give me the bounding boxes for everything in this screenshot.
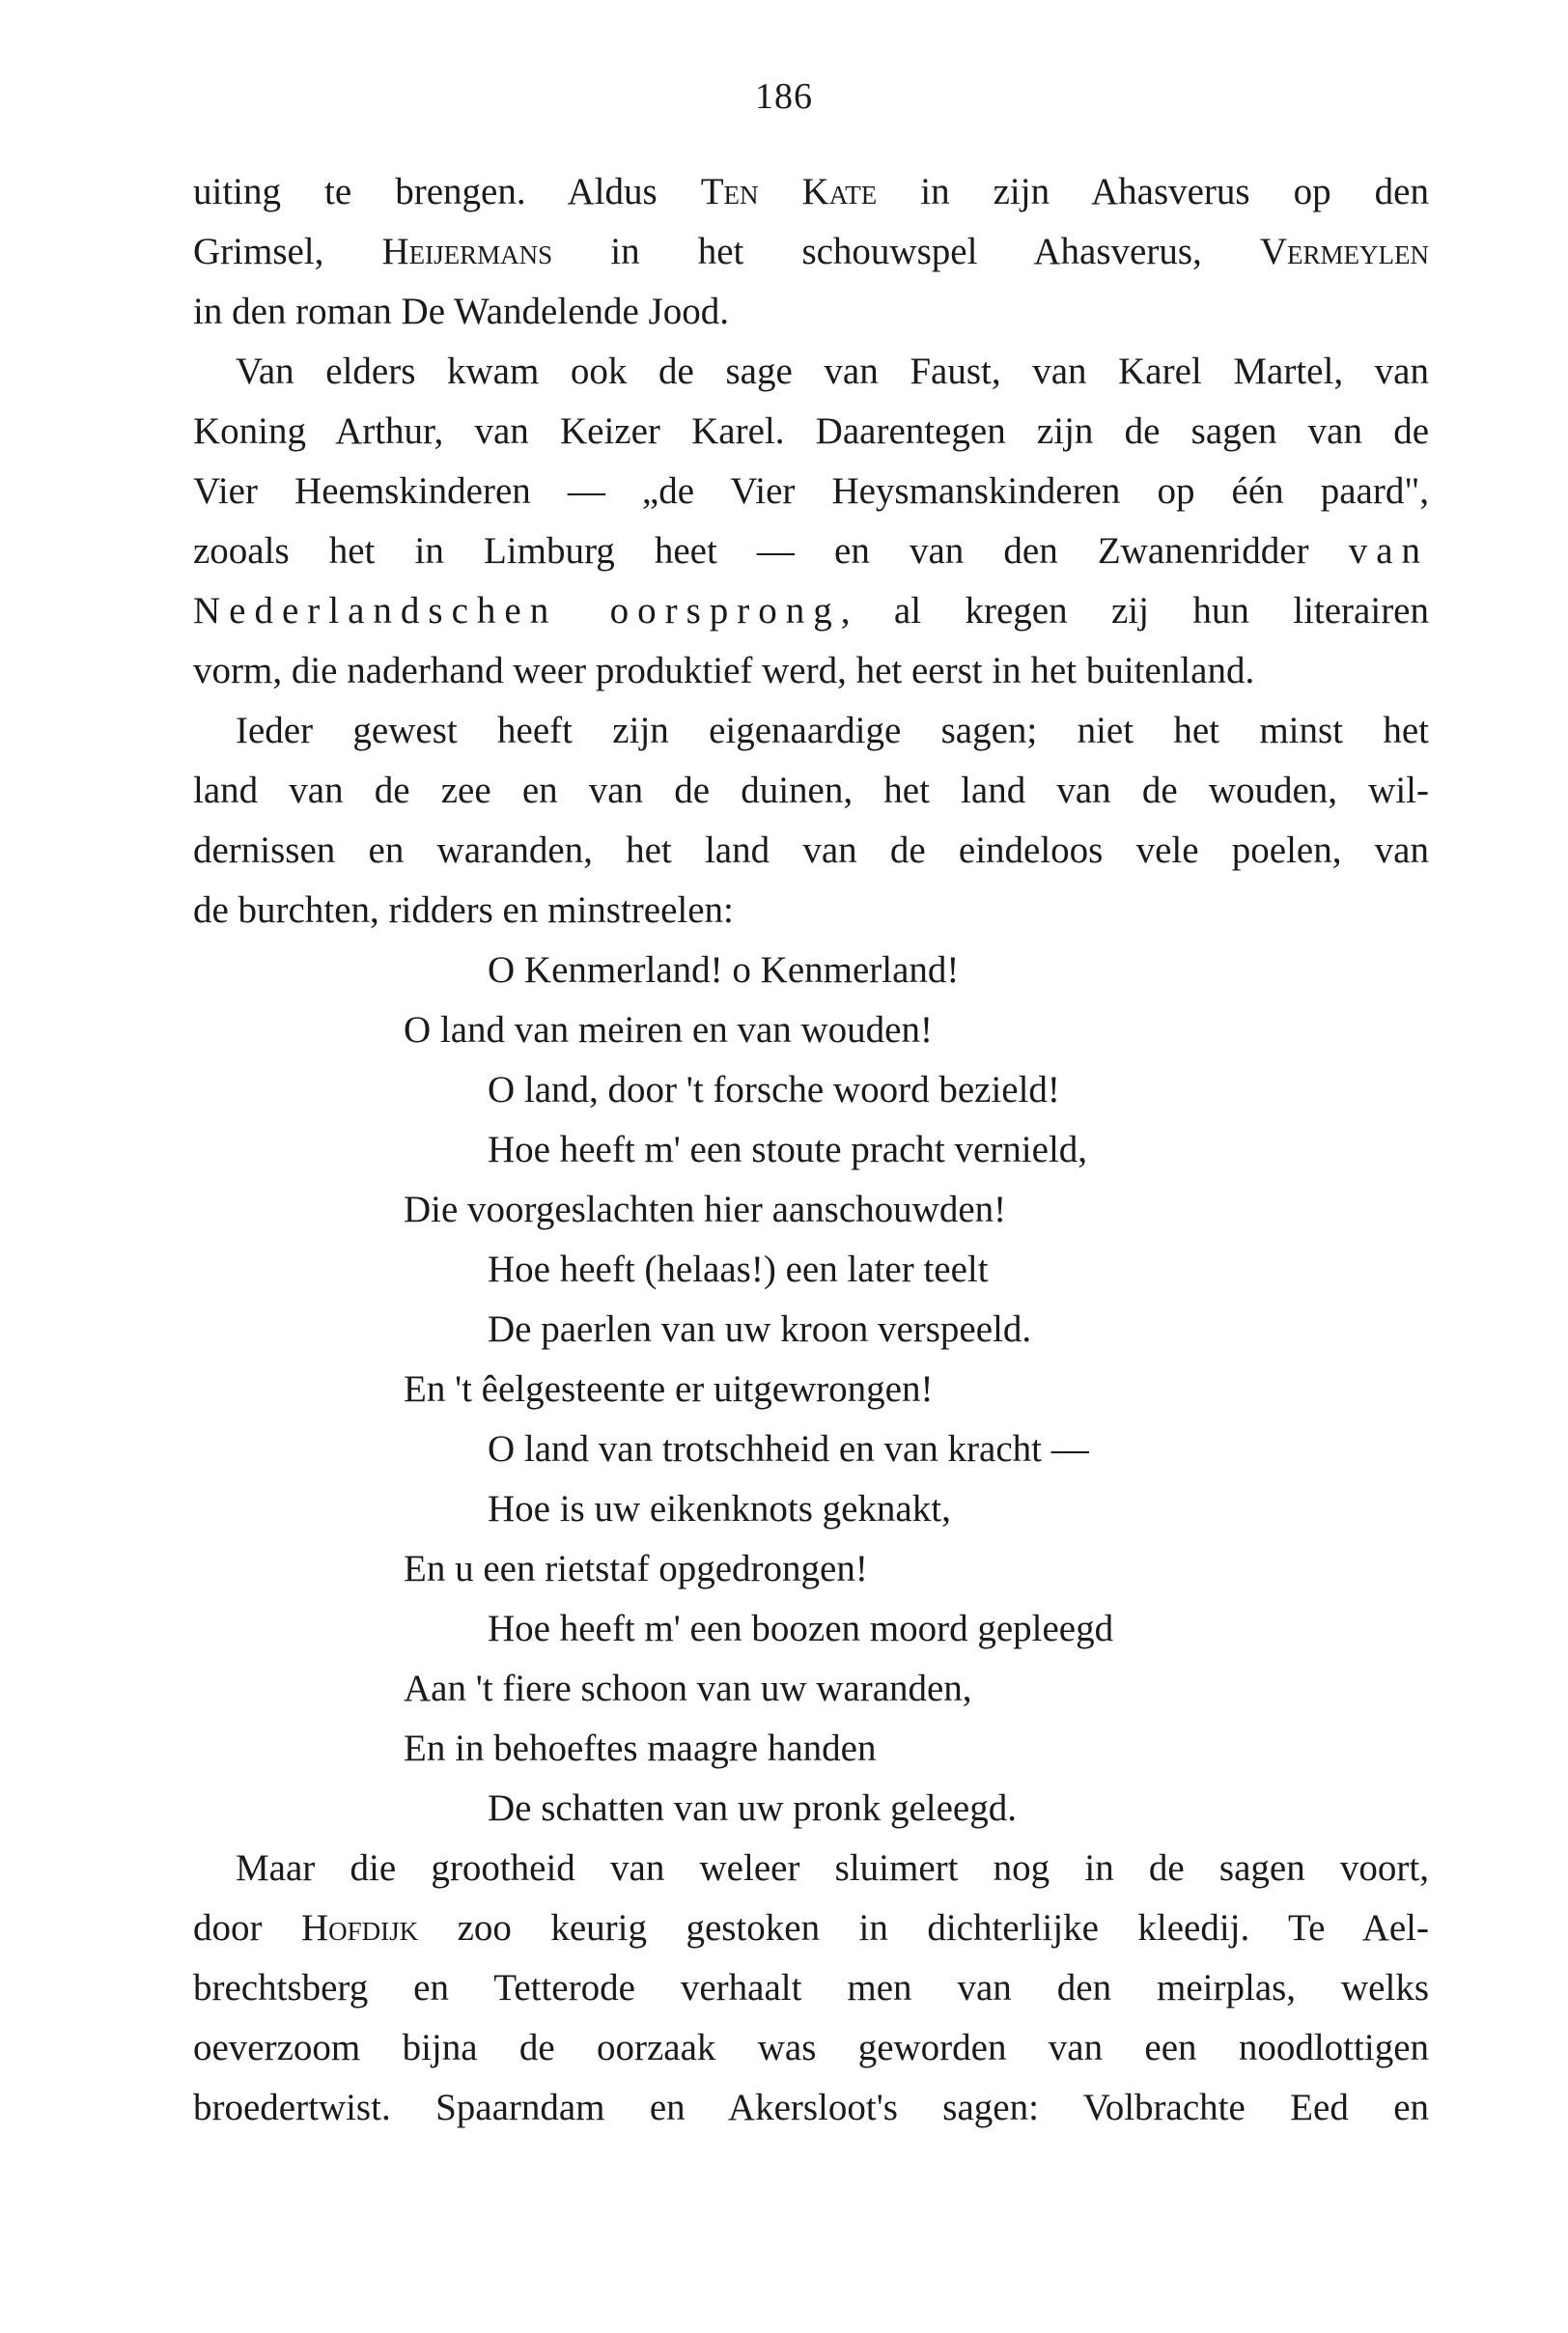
paragraph-1-line-1 [193, 162, 1429, 222]
text-span: uiting te brengen. Aldus [193, 171, 701, 212]
paragraph-4-line-5: broedertwist. Spaarndam en Akersloot's sagen: Volbrachte Eed en [193, 2087, 1429, 2128]
poem-line-15: De schatten van uw pronk geleegd. [488, 1787, 1017, 1829]
poem-line-1: O Kenmerland! o Kenmerland! [488, 949, 960, 991]
text-span: in zijn Ahasverus op den [877, 171, 1429, 212]
text-span: zoo keurig gestoken in dichterlijke kleedij. Te Ael- [418, 1907, 1429, 1949]
text-span: door [193, 1907, 301, 1949]
paragraph-3-line-1: Ieder gewest heeft zijn eigenaardige sagen; niet het minst het [236, 710, 1429, 751]
poem-line-14: En in behoeftes maagre handen [404, 1728, 877, 1769]
paragraph-2-line-3: Vier Heemskinderen — „de Vier Heysmanskinderen op één paard", [193, 470, 1429, 512]
text-span: zooals het in Limburg heet — en van den Zwanenridder [193, 530, 1349, 572]
paragraph-2-line-1: Van elders kwam ook de sage van Faust, van Karel Martel, van [236, 351, 1429, 392]
paragraph-1-line-2 [193, 222, 1429, 282]
poem-line-12: Hoe heeft m' een boozen moord gepleegd [488, 1608, 1114, 1649]
paragraph-4-line-4: oeverzoom bijna de oorzaak was geworden van een noodlottigen [193, 2027, 1429, 2068]
paragraph-4-line-1: Maar die grootheid van weleer sluimert nog in de sagen voort, [236, 1847, 1429, 1889]
poem-line-9: O land van trotschheid en van kracht — [488, 1428, 1089, 1470]
text-span: Grimsel, [193, 231, 382, 272]
poem-line-6: Hoe heeft (helaas!) een later teelt [488, 1249, 989, 1290]
paragraph-2-line-5 [193, 581, 1429, 641]
emphasized-text: Nederlandschen oorsprong [193, 590, 841, 632]
text-span: in het schouwspel Ahasverus, [552, 231, 1260, 272]
author-name: Ten Kate [700, 171, 878, 212]
poem-line-3: O land, door 't forsche woord bezield! [488, 1069, 1060, 1110]
paragraph-4-line-3: brechtsberg en Tetterode verhaalt men van den meirplas, welks [193, 1967, 1429, 2009]
paragraph-4-line-2 [193, 1898, 1429, 1958]
poem-line-4: Hoe heeft m' een stoute pracht vernield, [488, 1129, 1088, 1170]
text-span: , al kregen zij hun literairen [840, 590, 1429, 632]
paragraph-3-line-4: de burchten, ridders en minstreelen: [193, 889, 734, 931]
poem-line-2: O land van meiren en van wouden! [404, 1009, 933, 1051]
paragraph-1-line-3: in den roman De Wandelende Jood. [193, 291, 729, 332]
emphasized-text: van [1348, 530, 1429, 572]
page-number: 186 [755, 76, 813, 117]
poem-line-5: Die voorgeslachten hier aanschouwden! [404, 1189, 1007, 1230]
poem-line-13: Aan 't fiere schoon van uw waranden, [404, 1668, 972, 1709]
poem-line-8: En 't êelgesteente er uitgewrongen! [404, 1368, 934, 1410]
paragraph-3-line-2: land van de zee en van de duinen, het land van de wouden, wil- [193, 770, 1429, 811]
poem-line-10: Hoe is uw eikenknots geknakt, [488, 1488, 951, 1530]
paragraph-3-line-3: dernissen en waranden, het land van de eindeloos vele poelen, van [193, 829, 1429, 871]
paragraph-2-line-2: Koning Arthur, van Keizer Karel. Daarentegen zijn de sagen van de [193, 410, 1429, 452]
paragraph-2-line-4 [193, 521, 1429, 581]
poem-line-11: En u een rietstaf opgedrongen! [404, 1548, 868, 1589]
author-name: Vermeylen [1259, 231, 1429, 272]
poem-line-7: De paerlen van uw kroon verspeeld. [488, 1308, 1032, 1350]
author-name: Heijermans [381, 231, 553, 272]
paragraph-2-line-6: vorm, die naderhand weer produktief werd, het eerst in het buitenland. [193, 650, 1255, 691]
author-name: Hofdijk [300, 1907, 419, 1949]
